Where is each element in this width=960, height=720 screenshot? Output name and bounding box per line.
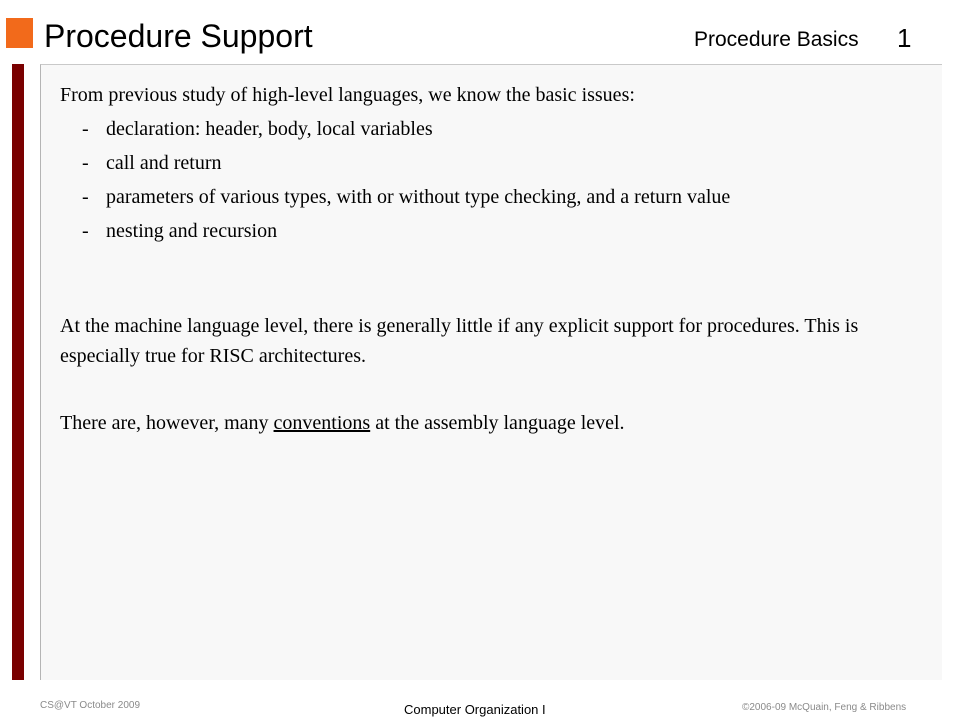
footer-date: CS@VT October 2009 bbox=[40, 700, 141, 711]
accent-square bbox=[6, 18, 33, 48]
bullet-marker: - bbox=[82, 186, 89, 208]
list-item bbox=[82, 218, 730, 252]
footer-course: Computer Organization I bbox=[404, 702, 546, 717]
intro-text: From previous study of high-level languages, we know the basic issues: bbox=[60, 84, 635, 106]
list-item bbox=[82, 150, 730, 184]
section-label: Procedure Basics bbox=[694, 28, 859, 51]
conventions-paragraph bbox=[60, 408, 920, 438]
list-item bbox=[82, 116, 730, 150]
left-accent-bar bbox=[12, 64, 24, 680]
list-item-text: declaration: header, body, local variables bbox=[106, 118, 433, 140]
conventions-text-after: at the assembly language level. bbox=[370, 412, 625, 434]
slide-title: Procedure Support bbox=[44, 18, 313, 54]
bullet-marker: - bbox=[82, 220, 89, 242]
list-item bbox=[82, 184, 730, 218]
machine-level-paragraph: At the machine language level, there is generally little if any explicit support for procedures. This is especially true for RISC architectures. bbox=[60, 315, 859, 367]
list-item-text: call and return bbox=[106, 152, 222, 174]
conventions-emphasis: conventions bbox=[273, 412, 371, 434]
list-item-text: parameters of various types, with or without type checking, and a return value bbox=[106, 186, 731, 208]
list-item-text: nesting and recursion bbox=[106, 220, 278, 242]
bullet-marker: - bbox=[82, 118, 89, 140]
conventions-text-before: There are, however, many bbox=[60, 412, 274, 434]
footer-copyright: ©2006-09 McQuain, Feng & Ribbens bbox=[742, 702, 907, 713]
issues-list bbox=[82, 116, 730, 252]
page-number: 1 bbox=[897, 23, 912, 53]
bullet-marker: - bbox=[82, 152, 89, 174]
